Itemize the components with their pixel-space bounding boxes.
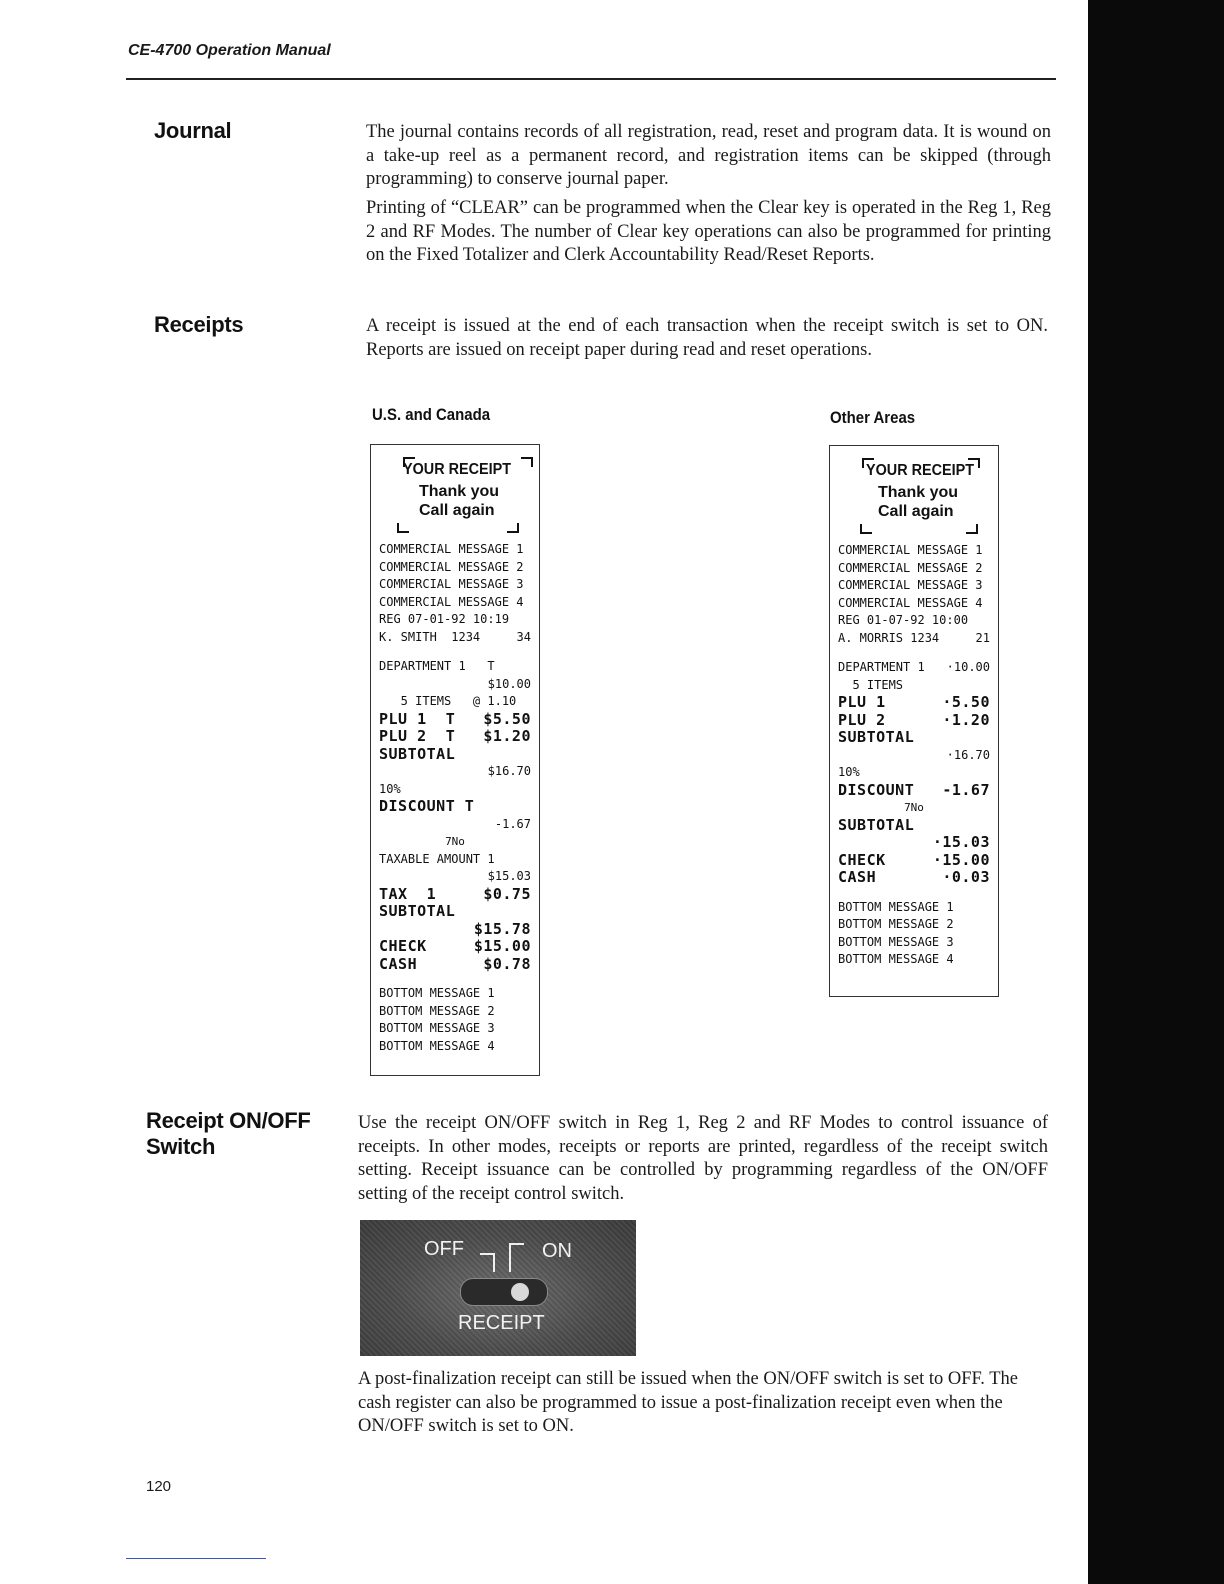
receipt-line-label: COMMERCIAL MESSAGE 3 xyxy=(379,577,524,591)
receipt-line-label: BOTTOM MESSAGE 2 xyxy=(379,1003,495,1018)
receipt-line-amount: ·16.70 xyxy=(946,747,990,762)
receipt-thanks: Thank you xyxy=(878,484,959,501)
header-divider xyxy=(126,78,1056,80)
receipt-line-label: CASH xyxy=(379,954,418,973)
receipt-title: YOUR RECEIPT xyxy=(403,461,512,478)
receipt-line-label: PLU 2 T xyxy=(379,727,456,745)
switch-heading-line-1: Receipt ON/OFF xyxy=(146,1108,311,1133)
receipt-line xyxy=(379,781,531,799)
switch-paragraph-2: A post-finalization receipt can still be issued when the ON/OFF switch is set to OFF. The cash register can also be programmed to issue a post-finalization receipt even when the ON/OFF switch is set to ON. xyxy=(358,1369,1018,1436)
receipt-line-amount: -1.67 xyxy=(942,780,990,799)
receipt-line-amount: ·10.00 xyxy=(946,660,990,674)
receipt-line-label: DEPARTMENT 1 T xyxy=(379,659,495,673)
receipt-line-label: COMMERCIAL MESSAGE 4 xyxy=(379,594,524,609)
journal-paragraph-1: The journal contains records of all registration, read, reset and program data. It is wound on a take-up reel as a permanent record, and registration items can be skipped (through programming) to conserve journal paper. xyxy=(366,122,1051,189)
receipt-line xyxy=(379,868,531,886)
corner-mark xyxy=(507,523,519,533)
receipt-line-label: BOTTOM MESSAGE 1 xyxy=(838,899,954,914)
receipt-line xyxy=(379,676,531,694)
receipt-line-amount: $5.50 xyxy=(483,709,531,728)
receipt-line-label: COMMERCIAL MESSAGE 2 xyxy=(379,559,524,574)
receipt-line xyxy=(838,659,990,677)
receipt-line xyxy=(379,611,531,629)
receipt-thanks: Thank you xyxy=(419,483,500,500)
receipt-line xyxy=(379,938,531,956)
receipt-header xyxy=(830,446,998,542)
corner-mark xyxy=(966,524,978,534)
receipt-line-label: TAXABLE AMOUNT 1 xyxy=(379,851,495,866)
receipt-line-label: BOTTOM MESSAGE 1 xyxy=(379,986,495,1000)
receipt-line xyxy=(379,833,531,851)
receipt-line xyxy=(379,693,531,711)
receipt-line-label: PLU 2 xyxy=(838,710,886,729)
receipt-line-amount: ·15.03 xyxy=(932,833,990,851)
receipt-line xyxy=(838,677,990,695)
receipt-line xyxy=(838,764,990,782)
receipt-line xyxy=(838,630,990,648)
receipt-call-again: Call again xyxy=(878,503,954,520)
receipt-line-label: 5 ITEMS @ 1.10 xyxy=(379,694,517,708)
receipt-line-label: SUBTOTAL xyxy=(379,744,456,763)
receipt-line-label: CASH xyxy=(838,868,877,886)
receipt-line xyxy=(838,799,990,817)
receipt-line-amount: 21 xyxy=(975,630,990,645)
receipt-line-label: DISCOUNT xyxy=(838,780,915,799)
receipt-line-amount: $15.00 xyxy=(473,937,531,955)
receipt-line xyxy=(838,899,990,917)
receipt-line-label: 10% xyxy=(379,781,401,796)
receipt-spacer xyxy=(379,646,531,658)
receipt-line-label: CHECK xyxy=(379,937,427,955)
receipt-line-amount: -1.67 xyxy=(494,816,531,831)
receipt-line-label: PLU 1 xyxy=(838,693,886,711)
switch-paragraph-1: Use the receipt ON/OFF switch in Reg 1, Reg 2 and RF Modes to control issuance of receipts. In other modes, receipts or reports are printed, regardless of the receipt switch setting. Receipt issuance can be controlled by programming regardless of the ON/OFF setting of the receipt control switch. xyxy=(358,1113,1048,1204)
receipt-line xyxy=(379,886,531,904)
receipt-line xyxy=(379,985,531,1003)
switch-bracket-icon xyxy=(478,1242,538,1276)
receipt-line-label: BOTTOM MESSAGE 3 xyxy=(379,1021,495,1035)
receipt-line xyxy=(838,694,990,712)
receipts-heading: Receipts xyxy=(154,312,244,337)
receipt-line xyxy=(379,629,531,647)
bottom-rule xyxy=(126,1558,266,1559)
page-edge-band xyxy=(1088,0,1224,1584)
receipt-line-label: A. MORRIS 1234 xyxy=(838,630,940,645)
receipt-spacer xyxy=(838,887,990,899)
receipt-line-amount: $15.03 xyxy=(487,869,531,883)
corner-mark xyxy=(397,523,409,533)
receipt-line xyxy=(379,798,531,816)
receipt-line-label: SUBTOTAL xyxy=(838,728,915,746)
receipt-line xyxy=(379,576,531,594)
receipt-call-again: Call again xyxy=(419,502,495,519)
receipt-line-label: COMMERCIAL MESSAGE 1 xyxy=(838,543,983,557)
receipt-line-label: BOTTOM MESSAGE 3 xyxy=(838,934,954,949)
receipt-line xyxy=(838,852,990,870)
receipt-line xyxy=(838,729,990,747)
receipt-line-label: PLU 1 T xyxy=(379,709,456,728)
journal-paragraph-2: Printing of “CLEAR” can be programmed when the Clear key is operated in the Reg 1, Reg 2 and RF Modes. The number of Clear key operations can also be programmed for printing on the Fixed Totalizer and Clerk Accountability Read/Reset Reports. xyxy=(366,198,1051,265)
receipt-line xyxy=(379,746,531,764)
receipt-line xyxy=(838,934,990,952)
receipt-line-amount: ·15.00 xyxy=(932,850,990,869)
receipt-line-label: DEPARTMENT 1 xyxy=(838,660,925,674)
receipt-line-amount: $10.00 xyxy=(487,676,531,691)
receipt-line xyxy=(379,1003,531,1021)
receipts-paragraph: A receipt is issued at the end of each transaction when the receipt switch is set to ON. Reports are issued on receipt paper during read and reset operations. xyxy=(366,316,1048,360)
receipt-line xyxy=(838,712,990,730)
receipt-line xyxy=(379,1020,531,1038)
receipt-line-label: SUBTOTAL xyxy=(379,902,456,920)
receipt-line-label: 7No xyxy=(445,835,465,848)
receipt-line-label: CHECK xyxy=(838,850,886,869)
receipt-line xyxy=(838,951,990,969)
receipt-line xyxy=(379,816,531,834)
receipt-line-amount: $16.70 xyxy=(487,764,531,778)
receipt-line-label: TAX 1 xyxy=(379,884,437,903)
receipt-line xyxy=(379,711,531,729)
receipt-lines xyxy=(830,542,998,969)
switch-receipt-label: RECEIPT xyxy=(458,1312,545,1334)
receipt-line-label: COMMERCIAL MESSAGE 2 xyxy=(838,560,983,575)
receipt-line-label: COMMERCIAL MESSAGE 3 xyxy=(838,578,983,592)
receipt-line-label: SUBTOTAL xyxy=(838,815,915,834)
receipt-lines xyxy=(371,541,539,1055)
receipt-line-label: 10% xyxy=(838,765,860,779)
receipt-line-label: BOTTOM MESSAGE 4 xyxy=(379,1038,495,1053)
receipt-line xyxy=(838,595,990,613)
switch-knob[interactable] xyxy=(511,1283,529,1301)
receipt-switch-photo xyxy=(360,1220,636,1356)
receipt-line-label: REG 01-07-92 10:00 xyxy=(838,613,969,627)
receipt-line xyxy=(838,577,990,595)
other-areas-label: Other Areas xyxy=(830,408,916,427)
receipt-line xyxy=(838,560,990,578)
receipt-line xyxy=(379,1038,531,1056)
receipt-spacer xyxy=(379,973,531,985)
us-canada-label: U.S. and Canada xyxy=(372,405,491,424)
receipt-line-label: COMMERCIAL MESSAGE 4 xyxy=(838,595,983,610)
receipt-line-amount: 34 xyxy=(516,629,531,644)
receipt-header xyxy=(371,445,539,541)
receipt-line-label: BOTTOM MESSAGE 2 xyxy=(838,917,954,931)
receipt-line-amount: ·5.50 xyxy=(942,693,990,711)
receipt-line xyxy=(379,851,531,869)
receipt-line-amount: $15.78 xyxy=(473,919,531,938)
receipt-line-label: BOTTOM MESSAGE 4 xyxy=(838,952,954,966)
receipt-us-canada xyxy=(370,444,540,1076)
receipt-line xyxy=(379,956,531,974)
switch-slot xyxy=(460,1278,548,1306)
switch-off-label: OFF xyxy=(424,1238,464,1260)
receipt-line-label: 5 ITEMS xyxy=(838,677,904,692)
receipt-line xyxy=(379,658,531,676)
receipt-line xyxy=(379,594,531,612)
corner-mark xyxy=(521,457,533,467)
receipt-line-amount: ·0.03 xyxy=(942,868,990,886)
switch-heading xyxy=(146,1108,311,1160)
corner-mark xyxy=(860,524,872,534)
switch-on-label: ON xyxy=(542,1240,572,1262)
receipt-line xyxy=(379,921,531,939)
journal-heading: Journal xyxy=(154,118,232,143)
receipt-line-label: REG 07-01-92 10:19 xyxy=(379,612,510,626)
receipt-line xyxy=(838,747,990,765)
receipt-line xyxy=(838,869,990,887)
switch-heading-line-2: Switch xyxy=(146,1134,216,1159)
receipt-line xyxy=(379,763,531,781)
receipt-line xyxy=(838,834,990,852)
receipt-line xyxy=(379,903,531,921)
receipt-line xyxy=(838,916,990,934)
receipt-spacer xyxy=(838,647,990,659)
page-number: 120 xyxy=(146,1478,172,1495)
receipt-line-amount: $1.20 xyxy=(483,727,531,745)
receipt-line-label: 7No xyxy=(904,801,924,814)
receipt-line-amount: $0.78 xyxy=(483,954,531,973)
manual-title: CE-4700 Operation Manual xyxy=(128,42,331,59)
receipt-line xyxy=(379,559,531,577)
receipt-line-amount: ·1.20 xyxy=(942,710,990,729)
receipt-line-amount: $0.75 xyxy=(483,884,531,903)
receipt-line-label: COMMERCIAL MESSAGE 1 xyxy=(379,542,524,556)
receipt-line xyxy=(838,542,990,560)
receipt-line xyxy=(838,782,990,800)
receipt-other-areas xyxy=(829,445,999,997)
receipt-line xyxy=(838,612,990,630)
receipt-line xyxy=(838,817,990,835)
receipt-title: YOUR RECEIPT xyxy=(866,462,975,479)
receipt-line xyxy=(379,728,531,746)
receipt-line-label: K. SMITH 1234 xyxy=(379,629,481,644)
receipt-line-label: DISCOUNT T xyxy=(379,797,475,815)
receipt-line xyxy=(379,541,531,559)
